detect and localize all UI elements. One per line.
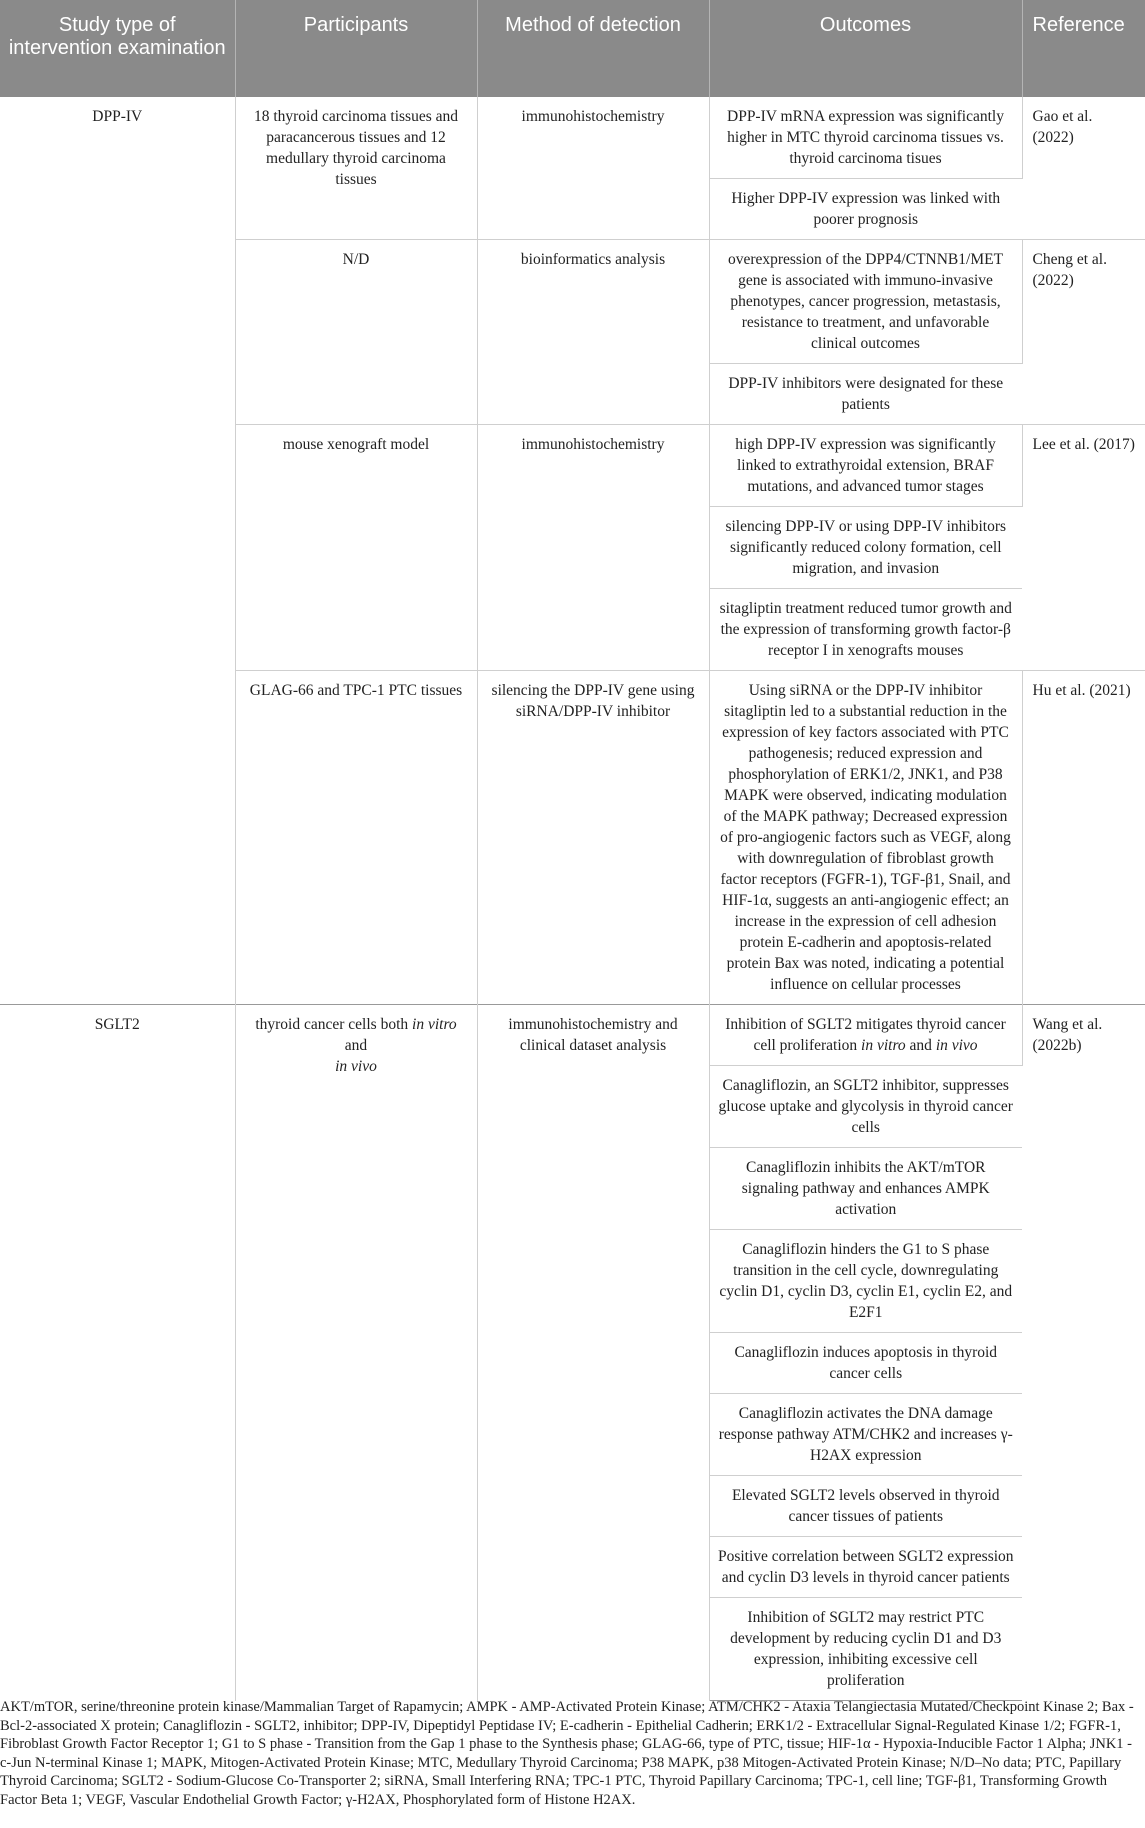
in-vitro-text: in vitro	[412, 1016, 457, 1033]
participants-cell: N/D	[235, 240, 477, 425]
and-text: and	[905, 1037, 936, 1054]
outcome-cell: Using siRNA or the DPP-IV inhibitor sitagliptin led to a substantial reduction in the expression of key factors associated with PTC pathogenesis; reduced expression and phosphorylation of ERK1/2, JNK1, and P38 MAPK were observed, indicating modulation of the MAPK pathway; Decreased expression of pro-angiogenic factors such as VEGF, along with downregulation of fibroblast growth factor receptors (FGFR-1), TGF-β1, Snail, and HIF-1α, suggests an anti-angiogenic effect; an increase in the expression of cell adhesion protein E-cadherin and apoptosis-related protein Bax was noted, indicating a potential influence on cellular processes	[709, 671, 1022, 1005]
reference-cell: Gao et al. (2022)	[1032, 108, 1093, 146]
outcome-text: Inhibition of SGLT2 mitigates thyroid cancer cell proliferation	[725, 1016, 1006, 1054]
reference-cell: Wang et al. (2022b)	[1022, 1005, 1145, 1701]
outcome-cell: overexpression of the DPP4/CTNNB1/MET gene is associated with immuno-invasive phenotypes, cancer progression, metastasis, resistance to treatment, and unfavorable clinical outcomes	[709, 240, 1022, 364]
reference-cell: Cheng et al. (2022)	[1022, 240, 1145, 425]
table-row	[0, 97, 1145, 179]
header-row	[0, 0, 1145, 97]
outcome-cell: Canagliflozin inhibits the AKT/mTOR signaling pathway and enhances AMPK activation	[709, 1148, 1022, 1230]
in-vitro-text: in vitro	[861, 1037, 906, 1054]
outcome-cell: Canagliflozin activates the DNA damage response pathway ATM/CHK2 and increases γ-H2AX expression	[709, 1394, 1022, 1476]
method-cell: silencing the DPP-IV gene using siRNA/DPP-IV inhibitor	[477, 671, 709, 1005]
in-vivo-text: in vivo	[335, 1058, 377, 1075]
participants-cell: 18 thyroid carcinoma tissues and paracancerous tissues and 12 medullary thyroid carcinoma tissues	[235, 97, 477, 240]
outcome-cell: Inhibition of SGLT2 may restrict PTC development by reducing cyclin D1 and D3 expression, inhibiting excessive cell proliferation	[709, 1598, 1022, 1701]
outcome-cell: Canagliflozin induces apoptosis in thyroid cancer cells	[709, 1333, 1022, 1394]
study-type-cell: SGLT2	[0, 1005, 235, 1701]
reference-cell: Hu et al. (2021)	[1022, 671, 1145, 1005]
outcome-cell: DPP-IV mRNA expression was significantly higher in MTC thyroid carcinoma tissues vs. thyroid carcinoma tisues	[709, 97, 1022, 179]
header-study-type: Study type of intervention examination	[0, 0, 235, 97]
participants-cell: mouse xenograft model	[235, 425, 477, 671]
header-reference: Reference	[1022, 0, 1145, 97]
method-cell: immunohistochemistry and clinical dataset analysis	[477, 1005, 709, 1701]
table-row	[0, 1005, 1145, 1066]
header-method: Method of detection	[477, 0, 709, 97]
study-type-cell: DPP-IV	[0, 97, 235, 1005]
participants-cell	[235, 1005, 477, 1701]
outcome-cell: Canagliflozin hinders the G1 to S phase transition in the cell cycle, downregulating cyclin D1, cyclin D3, cyclin E1, cyclin E2, and E2F1	[709, 1230, 1022, 1333]
outcome-cell: Higher DPP-IV expression was linked with poorer prognosis	[709, 179, 1022, 240]
table-footnote: AKT/mTOR, serine/threonine protein kinase/Mammalian Target of Rapamycin; AMPK - AMP-Activated Protein Kinase; ATM/CHK2 - Ataxia Telangiectasia Mutated/Checkpoint Kinase 2; Bax - Bcl-2-associated X protein; Canagliflozin - SGLT2, inhibitor; DPP-IV, Dipeptidyl Peptidase IV; E-cadherin - Epithelial Cadherin; ERK1/2 - Extracellular Signal-Regulated Kinase 1/2; FGFR-1, Fibroblast Growth Factor Receptor 1; G1 to S phase - Transition from the Gap 1 phase to the Synthesis phase; GLAG-66, type of PTC, tissue; HIF-1α - Hypoxia-Inducible Factor 1 Alpha; JNK1 - c-Jun N-terminal Kinase 1; MAPK, Mitogen-Activated Protein Kinase; MTC, Medullary Thyroid Carcinoma; P38 MAPK, p38 Mitogen-Activated Protein Kinase; N/D–No data; PTC, Papillary Thyroid Carcinoma; SGLT2 - Sodium-Glucose Co-Transporter 2; siRNA, Small Interfering RNA; TPC-1 PTC, Thyroid Papillary Carcinoma; TPC-1, cell line; TGF-β1, Transforming Growth Factor Beta 1; VEGF, Vascular Endothelial Growth Factor; γ-H2AX, Phosphorylated form of Histone H2AX.	[0, 1699, 1134, 1808]
method-cell: immunohistochemistry	[477, 97, 709, 240]
in-vivo-text: in vivo	[935, 1037, 978, 1054]
outcome-cell: Elevated SGLT2 levels observed in thyroid cancer tissues of patients	[709, 1476, 1022, 1537]
and-text: and	[344, 1037, 368, 1054]
outcome-cell: silencing DPP-IV or using DPP-IV inhibitors significantly reduced colony formation, cell migration, and invasion	[709, 507, 1022, 589]
outcome-cell: DPP-IV inhibitors were designated for these patients	[709, 364, 1022, 425]
participants-text: thyroid cancer cells both	[255, 1016, 413, 1033]
outcome-cell: Canagliflozin, an SGLT2 inhibitor, suppresses glucose uptake and glycolysis in thyroid cancer cells	[709, 1066, 1022, 1148]
method-cell: bioinformatics analysis	[477, 240, 709, 425]
header-outcomes: Outcomes	[709, 0, 1022, 97]
outcome-cell: sitagliptin treatment reduced tumor growth and the expression of transforming growth factor-β receptor I in xenografts mouses	[709, 589, 1022, 671]
method-cell: immunohistochemistry	[477, 425, 709, 671]
outcome-cell: high DPP-IV expression was significantly linked to extrathyroidal extension, BRAF mutations, and advanced tumor stages	[709, 425, 1022, 507]
participants-cell: GLAG-66 and TPC-1 PTC tissues	[235, 671, 477, 1005]
outcome-cell	[709, 1005, 1022, 1066]
reference-cell: Lee et al. (2017)	[1022, 425, 1145, 671]
header-participants: Participants	[235, 0, 477, 97]
outcome-cell: Positive correlation between SGLT2 expression and cyclin D3 levels in thyroid cancer patients	[709, 1537, 1022, 1598]
